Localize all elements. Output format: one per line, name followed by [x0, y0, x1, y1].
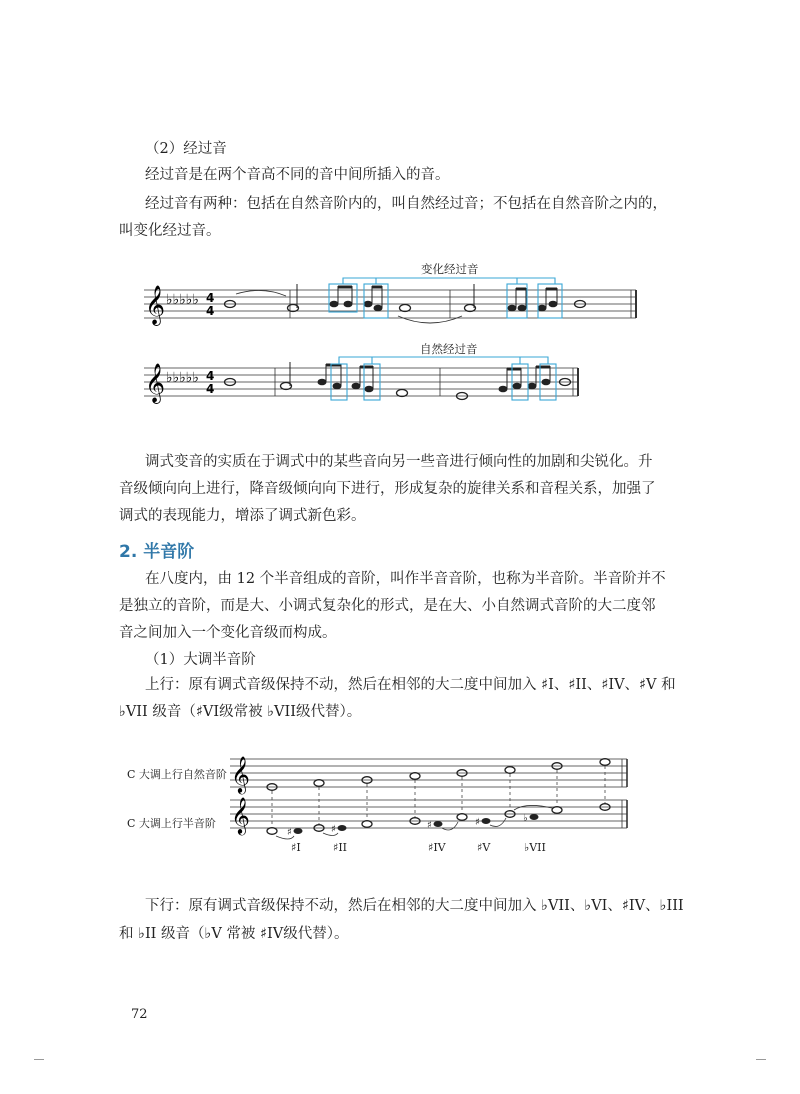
time-sig-top: 4 [206, 291, 215, 305]
svg-text:4: 4 [206, 369, 215, 383]
paragraph-line: 调式的表现能力，增添了调式新色彩。 [119, 508, 366, 524]
paragraph-line: 音级倾向向上进行，降音级倾向向下进行，形成复杂的旋律关系和音程关系，加强了 [119, 481, 656, 497]
degree-label: ♯V [477, 841, 491, 854]
paragraph-line: 在八度内，由 12 个半音组成的音阶，叫作半音音阶，也称为半音阶。半音阶并不 [145, 571, 666, 587]
svg-text:♯: ♯ [287, 827, 292, 838]
paragraph-line: 上行：原有调式音级保持不动，然后在相邻的大二度中间加入 ♯I、♯II、♯IV、♯V 和 [145, 677, 676, 693]
svg-text:♭: ♭ [523, 813, 528, 824]
crop-mark [34, 1059, 44, 1060]
svg-text:♯: ♯ [331, 824, 336, 835]
degree-label: ♯IV [428, 841, 446, 854]
row-label-natural: C 大调上行自然音阶 [127, 768, 227, 781]
label-diatonic-passing: 自然经过音 [420, 342, 478, 356]
treble-clef-icon: 𝄞 [145, 285, 166, 325]
paragraph-line: 调式变音的实质在于调式中的某些音向另一些音进行倾向性的加剧和尖锐化。升 [145, 454, 653, 470]
time-sig-bottom: 4 [206, 304, 215, 318]
flat-signature-icon: ♭♭♭♭♭ [166, 292, 200, 308]
subheading-major-chromatic: （1）大调半音阶 [145, 652, 256, 668]
paragraph-line: 下行：原有调式音级保持不动，然后在相邻的大二度中间加入 ♭VII、♭VI、♯IV、♭III [145, 898, 684, 914]
svg-text:♯: ♯ [475, 817, 480, 828]
paragraph-line: 经过音是在两个音高不同的音中间所插入的音。 [145, 167, 450, 183]
paragraph-line: 音之间加入一个变化音级而构成。 [119, 625, 337, 641]
degree-label: ♯I [291, 841, 301, 854]
paragraph-line: ♭VII 级音（♯VI级常被 ♭VII级代替）。 [119, 704, 362, 720]
svg-text:4: 4 [206, 382, 215, 396]
treble-clef-icon: 𝄞 [231, 796, 250, 834]
treble-clef-icon: 𝄞 [231, 755, 250, 793]
svg-text:♯: ♯ [427, 820, 432, 831]
page-number: 72 [131, 1007, 148, 1022]
treble-clef-icon: 𝄞 [145, 363, 166, 403]
section-heading-chromatic-scale: 2. 半音阶 [119, 542, 195, 562]
paragraph-line: 是独立的音阶，而是大、小调式复杂化的形式，是在大、小自然调式音阶的大二度邻 [119, 598, 656, 614]
degree-label: ♭VII [524, 841, 546, 854]
row-label-chromatic: C 大调上行半音阶 [127, 817, 216, 830]
paragraph-line: 经过音有两种：包括在自然音阶内的，叫自然经过音；不包括在自然音阶之内的， [145, 196, 667, 212]
paragraph-line: 和 ♭II 级音（♭V 常被 ♯IV级代替）。 [119, 926, 349, 942]
paragraph-line: 叫变化经过音。 [119, 223, 221, 239]
crop-mark [756, 1059, 766, 1060]
label-chromatic-passing: 变化经过音 [421, 262, 479, 276]
degree-label: ♯II [333, 841, 348, 854]
flat-signature-icon: ♭♭♭♭♭ [166, 370, 200, 386]
subheading-passing-tone: （2）经过音 [145, 141, 227, 157]
